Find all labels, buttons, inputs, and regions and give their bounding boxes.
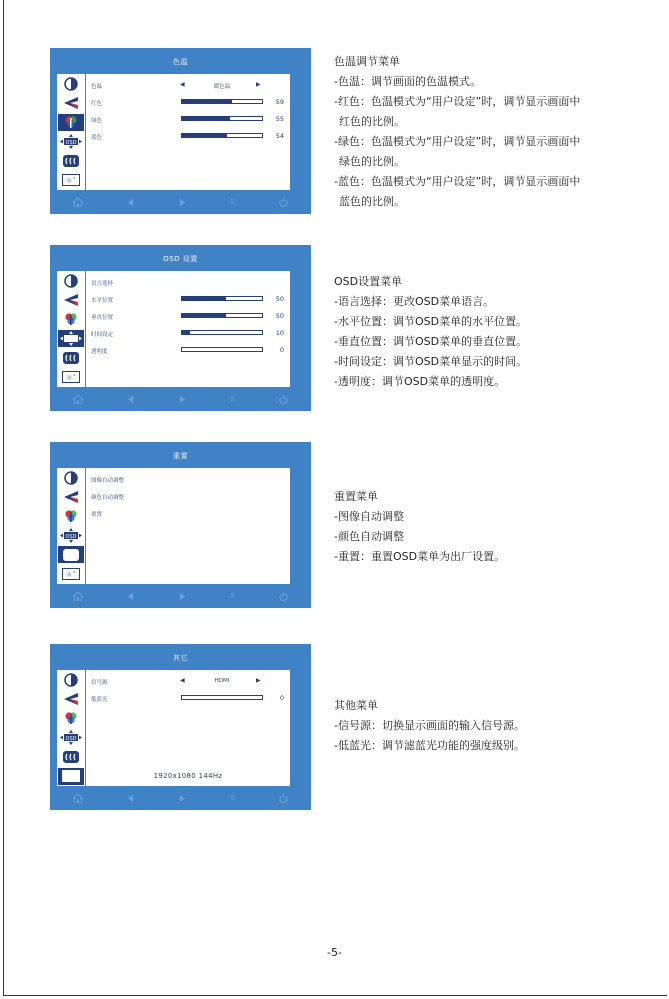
osd-slider-value: 50: [275, 295, 284, 303]
power-icon[interactable]: [277, 590, 289, 602]
osd-row-label: 时间设定: [91, 332, 114, 338]
color-temperature-icon[interactable]: [58, 114, 84, 131]
osd-slider-fill: [182, 297, 226, 300]
osd-row-label: 色温: [91, 84, 103, 90]
osd-menu-panel: [50, 245, 311, 411]
menu-description: [334, 272, 654, 392]
osd-row-label: 图像自动调整: [91, 478, 125, 484]
osd-slider-fill: [182, 134, 227, 137]
osd-settings-icon[interactable]: [58, 330, 84, 347]
osd-slider-fill: [182, 100, 232, 103]
osd-menu-title: 其它: [173, 654, 188, 662]
e-button[interactable]: E: [230, 395, 236, 403]
osd-menu-row[interactable]: [86, 489, 290, 503]
color-temperature-icon[interactable]: [58, 311, 84, 328]
svg-text:°: °: [73, 177, 76, 183]
image-settings-icon[interactable]: [58, 690, 84, 707]
osd-sidebar: [57, 670, 85, 786]
osd-slider-bar[interactable]: [181, 133, 263, 138]
osd-row-label: 绿色: [91, 118, 103, 124]
e-button[interactable]: E: [230, 794, 236, 802]
osd-menu-row[interactable]: [86, 506, 290, 520]
description-line: -颜色自动调整: [334, 530, 404, 543]
right-arrow-icon[interactable]: [176, 590, 188, 602]
e-button[interactable]: E: [230, 592, 236, 600]
home-icon[interactable]: [72, 792, 84, 804]
image-settings-icon[interactable]: [58, 488, 84, 505]
osd-slider-bar[interactable]: [181, 347, 263, 352]
power-icon[interactable]: [277, 792, 289, 804]
description-line: -图像自动调整: [334, 510, 404, 523]
osd-slider-value: 10: [275, 329, 284, 337]
osd-nav-bar: [50, 391, 311, 407]
left-arrow-icon[interactable]: [125, 196, 137, 208]
description-line: -水平位置：调节OSD菜单的水平位置。: [334, 315, 528, 328]
osd-menu-row[interactable]: [86, 129, 290, 143]
svg-text:OSD: OSD: [65, 139, 77, 146]
osd-menu-title: 重置: [173, 452, 188, 460]
svg-text:°: °: [73, 374, 76, 380]
resolution-readout: 1920x1080 144Hz: [153, 772, 223, 780]
description-line: -透明度：调节OSD菜单的透明度。: [334, 375, 506, 388]
right-arrow-icon[interactable]: [176, 196, 188, 208]
osd-slider-fill: [182, 117, 230, 120]
osd-sidebar: [57, 271, 85, 387]
osd-slider-fill: [182, 314, 226, 317]
left-arrow-icon[interactable]: [125, 590, 137, 602]
osd-row-label: 颜色自动调整: [91, 495, 125, 501]
osd-select-value: HDMI: [214, 678, 230, 684]
osd-menu-row[interactable]: [86, 309, 290, 323]
osd-menu-row[interactable]: [86, 674, 290, 688]
osd-settings-icon[interactable]: [58, 133, 84, 150]
osd-menu-panel: [50, 442, 311, 608]
description-line: -垂直位置：调节OSD菜单的垂直位置。: [334, 335, 528, 348]
osd-slider-bar[interactable]: [181, 330, 263, 335]
osd-settings-icon[interactable]: [58, 729, 84, 746]
osd-content-area: [86, 670, 290, 786]
osd-content-area: [86, 271, 290, 387]
other-settings-icon[interactable]: [58, 369, 84, 386]
osd-menu-row[interactable]: [86, 326, 290, 340]
osd-menu-row[interactable]: [86, 691, 290, 705]
osd-menu-row[interactable]: [86, 112, 290, 126]
description-line: -重置：重置OSD菜单为出厂设置。: [334, 550, 506, 563]
description-line: -语言选择：更改OSD菜单语言。: [334, 295, 495, 308]
osd-row-label: 水平位置: [91, 298, 114, 304]
description-line: 绿色的比例。: [339, 155, 405, 168]
osd-row-label: 语言选择: [91, 281, 114, 287]
osd-slider-value: 0: [279, 694, 284, 702]
description-line: -时间设定：调节OSD菜单显示的时间。: [334, 355, 528, 368]
color-temperature-icon[interactable]: [58, 508, 84, 525]
brightness-contrast-icon[interactable]: [58, 469, 84, 486]
left-arrow-icon[interactable]: [125, 792, 137, 804]
osd-slider-bar[interactable]: [181, 313, 263, 318]
select-left-arrow-icon[interactable]: ◀: [180, 81, 185, 88]
right-arrow-icon[interactable]: [176, 792, 188, 804]
osd-slider-bar[interactable]: [181, 296, 263, 301]
osd-settings-icon[interactable]: [58, 527, 84, 544]
svg-text:☼: ☼: [66, 571, 73, 579]
reset-icon[interactable]: [58, 748, 84, 765]
osd-content-area: [86, 468, 290, 584]
svg-text:°: °: [73, 773, 76, 779]
description-heading: 重置菜单: [334, 490, 378, 503]
reset-icon[interactable]: [58, 349, 84, 366]
e-button[interactable]: E: [230, 198, 236, 206]
reset-icon[interactable]: [58, 152, 84, 169]
select-right-arrow-icon[interactable]: ▶: [256, 81, 261, 88]
osd-select-value: 暖色温: [213, 84, 231, 90]
page-number: -5-: [327, 946, 342, 959]
osd-menu-title: 色温: [173, 58, 188, 66]
osd-menu-row[interactable]: [86, 275, 290, 289]
osd-content-area: [86, 74, 290, 190]
osd-row-label: 信号源: [91, 680, 108, 686]
osd-sidebar: [57, 74, 85, 190]
osd-slider-fill: [182, 331, 190, 334]
description-heading: OSD设置菜单: [334, 275, 403, 288]
select-right-arrow-icon[interactable]: ▶: [256, 677, 261, 684]
svg-text:OSD: OSD: [65, 336, 77, 343]
description-line: -红色：色温模式为“用户设定”时，调节显示画面中: [334, 95, 581, 108]
power-icon[interactable]: [277, 196, 289, 208]
osd-menu-panel: [50, 644, 311, 810]
image-settings-icon[interactable]: [58, 94, 84, 111]
reset-icon[interactable]: [58, 546, 84, 563]
osd-row-label: 透明度: [91, 349, 108, 355]
brightness-contrast-icon[interactable]: [58, 671, 84, 688]
svg-text:OSD: OSD: [65, 533, 77, 540]
osd-slider-value: 55: [275, 115, 284, 123]
menu-description: [334, 696, 654, 756]
osd-nav-bar: [50, 588, 311, 604]
osd-row-label: 红色: [91, 101, 103, 107]
image-settings-icon[interactable]: [58, 291, 84, 308]
osd-slider-bar[interactable]: [181, 116, 263, 121]
osd-row-label: 垂直位置: [91, 315, 114, 321]
description-line: -色温：调节画面的色温模式。: [334, 75, 481, 88]
description-line: -绿色：色温模式为“用户设定”时，调节显示画面中: [334, 135, 581, 148]
brightness-contrast-icon[interactable]: [58, 272, 84, 289]
menu-description: [334, 52, 654, 212]
svg-text:☼: ☼: [66, 177, 73, 185]
color-temperature-icon[interactable]: [58, 710, 84, 727]
home-icon[interactable]: [72, 590, 84, 602]
osd-menu-title: OSD 设置: [163, 255, 198, 263]
home-icon[interactable]: [72, 196, 84, 208]
select-left-arrow-icon[interactable]: ◀: [180, 677, 185, 684]
osd-slider-value: 0: [279, 346, 284, 354]
other-settings-icon[interactable]: [58, 566, 84, 583]
osd-slider-value: 59: [275, 98, 284, 106]
svg-text:OSD: OSD: [65, 735, 77, 742]
description-heading: 色温调节菜单: [334, 55, 400, 68]
description-line: -低蓝光：调节滤蓝光功能的强度级别。: [334, 739, 525, 752]
osd-menu-row[interactable]: [86, 292, 290, 306]
osd-slider-value: 50: [275, 312, 284, 320]
description-heading: 其他菜单: [334, 699, 378, 712]
home-icon[interactable]: [72, 393, 84, 405]
osd-row-label: 蓝色: [91, 135, 103, 141]
svg-text:☼: ☼: [66, 374, 73, 382]
osd-menu-row[interactable]: [86, 343, 290, 357]
description-line: 红色的比例。: [339, 115, 405, 128]
svg-text:°: °: [73, 571, 76, 577]
menu-description: [334, 487, 654, 567]
description-line: -蓝色：色温模式为“用户设定”时，调节显示画面中: [334, 175, 581, 188]
osd-slider-bar[interactable]: [181, 695, 263, 700]
other-settings-icon[interactable]: [58, 768, 84, 785]
description-line: 蓝色的比例。: [339, 195, 405, 208]
osd-row-label: 低蓝光: [91, 697, 108, 703]
other-settings-icon[interactable]: [58, 172, 84, 189]
right-arrow-icon[interactable]: [176, 393, 188, 405]
osd-nav-bar: [50, 194, 311, 210]
osd-menu-row[interactable]: [86, 78, 290, 92]
osd-sidebar: [57, 468, 85, 584]
osd-menu-row[interactable]: [86, 95, 290, 109]
left-arrow-icon[interactable]: [125, 393, 137, 405]
osd-slider-value: 54: [275, 132, 284, 140]
osd-row-label: 重置: [91, 512, 103, 518]
brightness-contrast-icon[interactable]: [58, 75, 84, 92]
osd-slider-bar[interactable]: [181, 99, 263, 104]
osd-menu-panel: [50, 48, 311, 214]
osd-nav-bar: [50, 790, 311, 806]
description-line: -信号源：切换显示画面的输入信号源。: [334, 719, 525, 732]
svg-text:☼: ☼: [66, 773, 73, 781]
osd-menu-row[interactable]: [86, 472, 290, 486]
power-icon[interactable]: [277, 393, 289, 405]
